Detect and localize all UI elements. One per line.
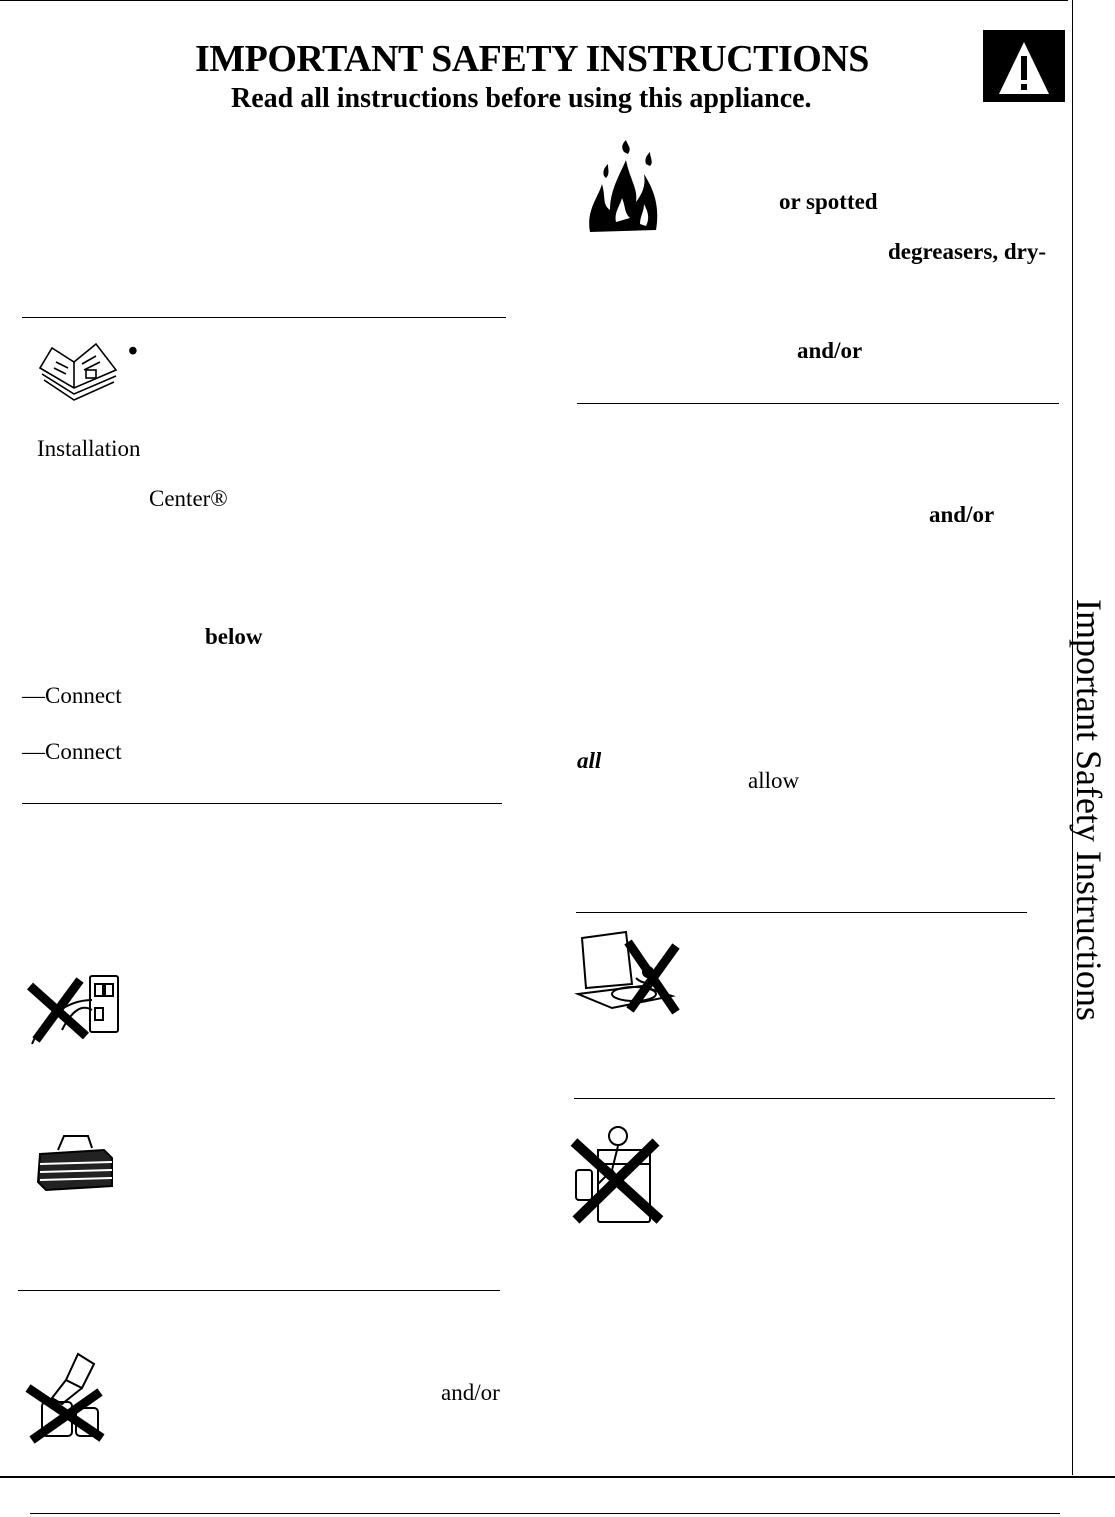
- page-subtitle: Read all instructions before using this appliance.: [231, 83, 812, 114]
- section-divider: [18, 1290, 500, 1291]
- flame-icon: [580, 140, 670, 235]
- no-chemicals-icon: [22, 1348, 110, 1440]
- text-and-or-right-2: and/or: [929, 502, 995, 527]
- top-border-rule: [0, 0, 1068, 1]
- warning-badge: [983, 30, 1065, 102]
- toolbox-icon: [34, 1130, 118, 1192]
- text-all: all: [577, 748, 602, 773]
- footer-rule-bottom: [30, 1513, 1060, 1514]
- text-below: below: [205, 624, 263, 649]
- text-degreasers: degreasers, dry-: [888, 239, 1046, 264]
- text-and-or-right-1: and/or: [797, 338, 863, 363]
- section-divider: [22, 317, 506, 318]
- text-center: Center®: [149, 486, 228, 511]
- section-divider: [576, 912, 1027, 913]
- section-divider: [22, 803, 502, 804]
- text-connect-1: —Connect: [22, 683, 122, 708]
- warning-triangle-icon: [983, 30, 1065, 102]
- side-tab-text: Important Safety Instructions: [1069, 599, 1109, 1021]
- text-installation: Installation: [37, 436, 141, 461]
- section-divider: [574, 1098, 1055, 1099]
- no-child-in-washer-icon: [572, 928, 684, 1012]
- section-divider: [577, 403, 1059, 404]
- text-allow: allow: [748, 768, 800, 793]
- text-and-or-left: and/or: [441, 1380, 500, 1405]
- no-climbing-icon: [568, 1120, 664, 1226]
- side-tab-label: [1067, 510, 1111, 1110]
- text-or-spotted: or spotted: [779, 189, 878, 214]
- footer-rule-top: [0, 1476, 1115, 1478]
- manual-bullet: •: [128, 336, 138, 367]
- no-unplug-icon: [22, 970, 122, 1050]
- page-title: IMPORTANT SAFETY INSTRUCTIONS: [195, 38, 869, 80]
- text-connect-2: —Connect: [22, 739, 122, 764]
- owners-manual-icon: [36, 340, 120, 406]
